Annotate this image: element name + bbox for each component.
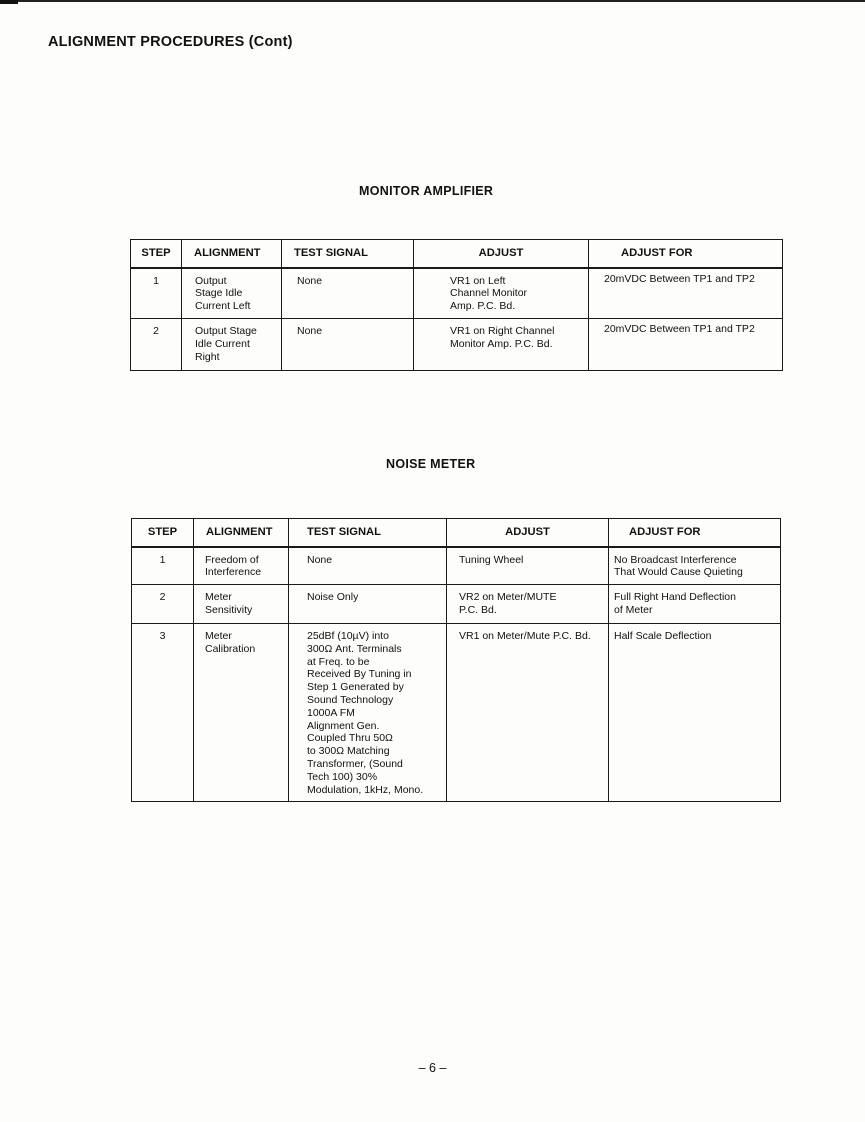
table-row — [131, 268, 783, 319]
table-header-row — [132, 519, 781, 547]
test-signal-cell: None — [289, 547, 447, 585]
adjust-for-cell: Full Right Hand Deflection of Meter — [609, 585, 781, 624]
monitor-amplifier-table — [130, 239, 783, 371]
column-header-adjust: ADJUST — [447, 519, 609, 547]
adjust-for-cell: 20mVDC Between TP1 and TP2 — [589, 319, 783, 371]
test-signal-cell: None — [282, 268, 414, 319]
adjust-cell: VR1 on Left Channel Monitor Amp. P.C. Bd. — [414, 268, 589, 319]
column-header-alignment: ALIGNMENT — [182, 240, 282, 268]
adjust-for-cell: 20mVDC Between TP1 and TP2 — [589, 268, 783, 319]
top-edge-line — [0, 0, 865, 2]
adjust-cell: Tuning Wheel — [447, 547, 609, 585]
step-cell: 1 — [131, 268, 182, 319]
step-cell: 1 — [132, 547, 194, 585]
adjust-cell: VR2 on Meter/MUTE P.C. Bd. — [447, 585, 609, 624]
page-title: ALIGNMENT PROCEDURES (Cont) — [48, 34, 293, 50]
table-row — [132, 547, 781, 585]
step-cell: 2 — [131, 319, 182, 371]
table-row — [131, 319, 783, 371]
noise-meter-title: NOISE METER — [386, 457, 476, 471]
table-row — [132, 585, 781, 624]
alignment-cell: Output Stage Idle Current Left — [182, 268, 282, 319]
column-header-test-signal: TEST SIGNAL — [282, 240, 414, 268]
page-number: – 6 – — [418, 1061, 447, 1075]
test-signal-cell: Noise Only — [289, 585, 447, 624]
alignment-cell: Meter Sensitivity — [194, 585, 289, 624]
table-row — [132, 624, 781, 802]
table-header-row — [131, 240, 783, 268]
step-cell: 3 — [132, 624, 194, 802]
step-cell: 2 — [132, 585, 194, 624]
noise-meter-table — [131, 518, 781, 802]
column-header-adjust-for: ADJUST FOR — [589, 240, 783, 268]
adjust-for-cell: Half Scale Deflection — [609, 624, 781, 802]
column-header-step: STEP — [132, 519, 194, 547]
alignment-cell: Output Stage Idle Current Right — [182, 319, 282, 371]
column-header-step: STEP — [131, 240, 182, 268]
column-header-adjust: ADJUST — [414, 240, 589, 268]
adjust-for-cell: No Broadcast Interference That Would Cause Quieting — [609, 547, 781, 585]
column-header-test-signal: TEST SIGNAL — [289, 519, 447, 547]
top-edge-mark — [0, 0, 18, 4]
monitor-amplifier-title: MONITOR AMPLIFIER — [359, 184, 494, 198]
alignment-cell: Freedom of Interference — [194, 547, 289, 585]
adjust-cell: VR1 on Meter/Mute P.C. Bd. — [447, 624, 609, 802]
test-signal-cell: 25dBf (10µV) into 300Ω Ant. Terminals at Freq. to be Received By Tuning in Step 1 Generated by Sound Technology 1000A FM Alignment Gen. Coupled Thru 50Ω to 300Ω Matching Transformer, (Sound Tech 100) 30% Modulation, 1kHz, Mono. — [289, 624, 447, 802]
alignment-cell: Meter Calibration — [194, 624, 289, 802]
column-header-adjust-for: ADJUST FOR — [609, 519, 781, 547]
test-signal-cell: None — [282, 319, 414, 371]
column-header-alignment: ALIGNMENT — [194, 519, 289, 547]
adjust-cell: VR1 on Right Channel Monitor Amp. P.C. Bd. — [414, 319, 589, 371]
